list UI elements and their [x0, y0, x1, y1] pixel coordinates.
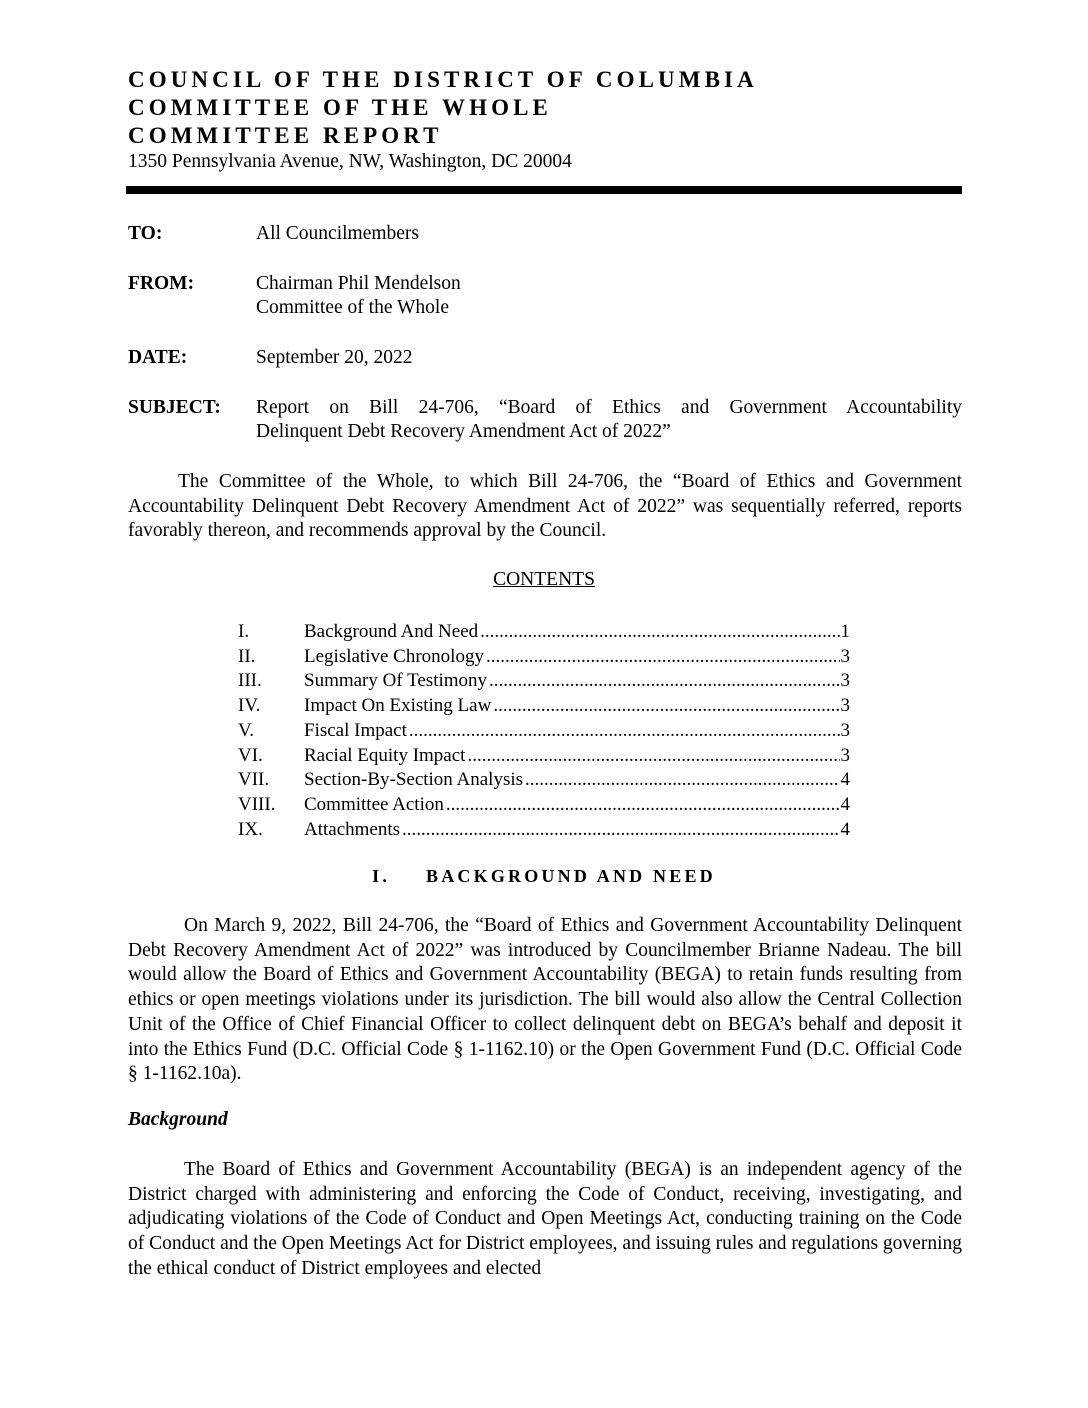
toc-row [238, 744, 850, 769]
header-rule [126, 186, 962, 194]
toc-title: Impact On Existing Law [304, 695, 492, 717]
background-paragraph: The Board of Ethics and Government Accountability (BEGA) is an independent agency of the District charged with administering and enforcing the Code of Conduct, receiving, investigating, and adjudicating violations of the Code of Conduct and Open Meetings Act, conducting training on the Code of Conduct and the Open Meetings Act for District employees, and issuing rules and regulations governing the ethical conduct of District employees and elected [128, 1159, 962, 1279]
toc-number: VII. [238, 769, 270, 791]
toc-title: Section-By-Section Analysis [304, 769, 524, 791]
header-council: COUNCIL OF THE DISTRICT OF COLUMBIA [128, 67, 758, 92]
toc-page-number: 4 [840, 818, 850, 840]
from-value-committee: Committee of the Whole [256, 297, 449, 318]
contents-title [0, 568, 1088, 592]
toc-page-number: 4 [840, 769, 850, 791]
toc-leader-dots [480, 620, 839, 645]
toc-number: IX. [238, 818, 263, 840]
to-label: TO: [128, 223, 163, 244]
toc-leader-dots [409, 719, 840, 744]
toc-page-number: 3 [840, 645, 850, 667]
subject-line-2: Delinquent Debt Recovery Amendment Act of 2022” [256, 421, 671, 442]
toc-number: IV. [238, 695, 261, 717]
toc-leader-dots [446, 793, 840, 818]
subject-label: SUBJECT: [128, 397, 221, 418]
header-address: 1350 Pennsylvania Avenue, NW, Washington, DC 20004 [128, 151, 572, 172]
toc-row [238, 620, 850, 645]
subject-line-1: Report on Bill 24-706, “Board of Ethics and Government Accountability [256, 397, 962, 418]
toc-title: Summary Of Testimony [304, 670, 488, 692]
background-subheading: Background [128, 1109, 228, 1130]
toc-row [238, 818, 850, 843]
intro-paragraph: The Committee of the Whole, to which Bill 24-706, the “Board of Ethics and Government Accountability Delinquent Debt Recovery Amendment Act of 2022” was sequentially referred, reports favorably thereon, and recommends approval by the Council. [128, 471, 962, 542]
toc-number: II. [238, 645, 256, 667]
toc-row [238, 694, 850, 719]
toc-title: Background And Need [304, 621, 479, 642]
from-label: FROM: [128, 273, 195, 294]
toc-row [238, 768, 850, 793]
toc-title: Fiscal Impact [304, 719, 407, 741]
toc-page-number: 3 [840, 695, 850, 717]
toc-number: III. [238, 670, 262, 692]
section-number: I. [372, 866, 391, 886]
from-value-name: Chairman Phil Mendelson [256, 273, 461, 294]
toc-number: VIII. [238, 793, 276, 815]
toc-page-number: 3 [840, 719, 850, 741]
toc-row [238, 645, 850, 670]
toc-page-number: 3 [840, 744, 850, 766]
toc-row [238, 793, 850, 818]
section-paragraph: On March 9, 2022, Bill 24-706, the “Board of Ethics and Government Accountability Delinquent Debt Recovery Amendment Act of 2022” was introduced by Councilmember Brianne Nadeau. The bill would allow the Board of Ethics and Government Accountability (BEGA) to retain funds resulting from ethics or open meetings violations under its jurisdiction. The bill would also allow the Central Collection Unit of the Office of Chief Financial Officer to collect delinquent debt on BEGA’s behalf and deposit it into the Ethics Fund (D.C. Official Code § 1-1162.10) or the Open Government Fund (D.C. Official Code § 1-1162.10a). [128, 915, 962, 1085]
toc-page-number: 3 [840, 670, 850, 692]
date-label: DATE: [128, 347, 188, 368]
toc-number: V. [238, 719, 255, 741]
toc-page-number: 4 [840, 793, 850, 815]
toc-leader-dots [402, 818, 839, 843]
date-value: September 20, 2022 [256, 347, 413, 368]
contents-title-text: CONTENTS [493, 569, 595, 590]
to-value: All Councilmembers [256, 223, 420, 244]
toc-title: Attachments [304, 818, 401, 840]
toc-title: Racial Equity Impact [304, 744, 466, 766]
toc-leader-dots [486, 645, 840, 670]
toc-leader-dots [525, 768, 839, 793]
header-committee: COMMITTEE OF THE WHOLE [128, 95, 552, 120]
toc-number: I. [238, 621, 250, 642]
toc-leader-dots [467, 744, 839, 769]
toc-number: VI. [238, 744, 263, 766]
toc-row [238, 719, 850, 744]
toc-page-number: 1 [840, 621, 850, 642]
subject-value [256, 396, 962, 444]
toc-title: Legislative Chronology [304, 645, 484, 667]
section-title: BACKGROUND AND NEED [426, 866, 716, 886]
section-heading [0, 864, 1088, 888]
header-report: COMMITTEE REPORT [128, 123, 443, 148]
toc-leader-dots [489, 669, 839, 694]
toc-title: Committee Action [304, 793, 444, 815]
toc-row [238, 669, 850, 694]
toc-leader-dots [493, 694, 839, 719]
